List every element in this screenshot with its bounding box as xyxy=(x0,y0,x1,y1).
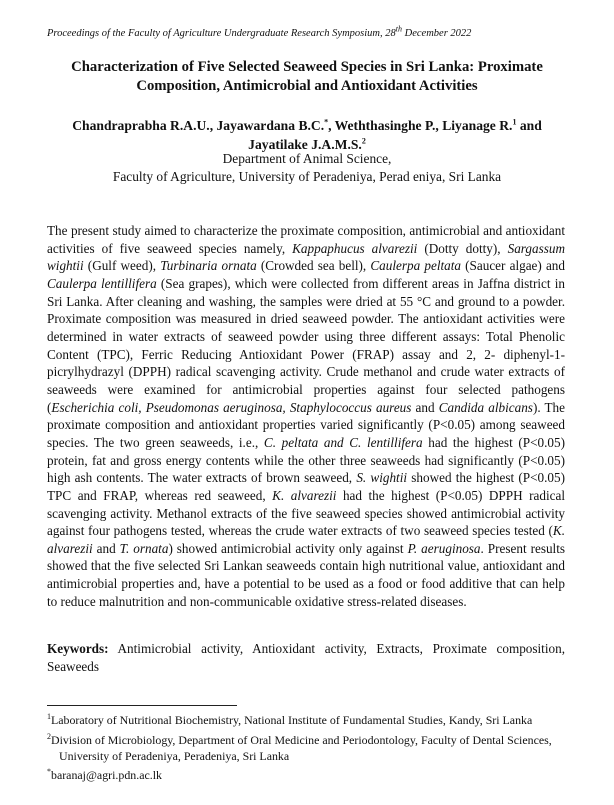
species-name: Turbinaria ornata xyxy=(160,258,257,274)
author-mark: 1 xyxy=(512,117,517,127)
affiliation-department: Department of Animal Science, xyxy=(222,151,392,166)
abstract-body xyxy=(47,222,565,610)
species-name: Sargassum wightii xyxy=(47,240,565,274)
footnote-email xyxy=(47,768,567,784)
abstract-text: (Gulf weed), xyxy=(83,258,161,274)
abstract-text: showed the highest (P<0.05) TPC and FRAP, whereas red seaweed, xyxy=(47,470,565,503)
title-line-2: Composition, Antimicrobial and Antioxidant Activities xyxy=(136,78,478,94)
footnote-text: Laboratory of Nutritional Biochemistry, National Institute of Fundamental Studies, Kandy, Sri Lanka xyxy=(51,713,533,727)
abstract-text: (Dotty dotty), xyxy=(417,240,508,256)
abstract-text: had the highest (P<0.05) protein, fat and gross energy contents while the other three seaweeds had significantly (P<0.05) high ash contents. The water extracts of brown seaweed, xyxy=(47,434,565,486)
abstract-text: (Sea grapes), which were collected from different areas in Jaffna district in Sri Lanka. After cleaning and washing, the samples were dried at 55 °C and ground to a powder. Proximate composition was measured in dried seaweed powder. The antioxidant activities were determined in water extracts of seaweed powder using three different assays: Total Phenolic Content (TPC), Ferric Reducing Antioxidant Power (FRAP) assay and 2, 2- diphenyl-1-picrylhydrazyl (DPPH) radical scavenging activity. Crude methanol and crude water extracts of seaweeds were examined for antimicrobial properties against four selected pathogens ( xyxy=(47,275,565,415)
abstract-text: ) showed antimicrobial activity only against xyxy=(168,540,408,556)
footnote-mark: 2 xyxy=(47,731,51,741)
footnote-text: Division of Microbiology, Department of Oral Medicine and Periodontology, Faculty of Dental Sciences, University of Peradeniya, Peradeniya, Sri Lanka xyxy=(51,732,552,763)
species-name: K. alvarezii xyxy=(272,487,337,503)
abstract-text: had the highest (P<0.05) DPPH radical scavenging activity. Methanol extracts of the five seaweed species showed antimicrobial activity against four pathogens tested, whereas the crude water extracts of two seaweed species tested ( xyxy=(47,487,566,539)
species-name: S. wightii xyxy=(356,470,408,486)
abstract-text: (Saucer algae) and xyxy=(461,258,565,274)
keywords-list: Antimicrobial activity, Antioxidant activity, Extracts, Proximate composition, Seaweeds xyxy=(47,641,565,674)
author-mark: * xyxy=(324,117,329,127)
author-text: Jayatilake J.A.M.S. xyxy=(248,137,362,152)
pathogen-name: P. aeruginosa xyxy=(407,540,481,556)
abstract-text: The present study aimed to characterize the proximate composition, antimicrobial and antioxidant activities of five seaweed species namely, xyxy=(47,223,565,256)
author-list xyxy=(47,116,567,154)
footnote-mark: 1 xyxy=(47,712,51,722)
author-text: and xyxy=(516,118,542,133)
species-name: Caulerpa peltata xyxy=(370,258,461,274)
title-line-1: Characterization of Five Selected Seaweed Species in Sri Lanka: Proximate xyxy=(71,59,543,75)
footnotes xyxy=(47,713,567,788)
proceedings-text: Proceedings of the Faculty of Agriculture Undergraduate Research Symposium, 28 xyxy=(47,28,396,39)
proceedings-date-sup: th xyxy=(395,24,403,34)
proceedings-header xyxy=(47,24,587,40)
species-name: T. ornata xyxy=(119,540,169,556)
proceedings-date-tail: December 2022 xyxy=(402,28,472,39)
pathogen-names: Escherichia coli, Pseudomonas aeruginosa, Staphylococcus aureus xyxy=(51,399,412,415)
pathogen-name: Candida albicans xyxy=(438,399,533,415)
footnote-2 xyxy=(47,733,567,765)
footnote-divider xyxy=(47,705,237,706)
abstract-text: and xyxy=(411,399,439,415)
species-name: C. peltata and C. lentillifera xyxy=(263,434,423,450)
affiliation xyxy=(47,150,567,186)
abstract-text: ). The proximate composition and antioxidant properties varied significantly (P<0.05) among seaweed species. The two green seaweeds, i.e., xyxy=(47,399,566,450)
abstract-text: . Present results showed that the five selected Sri Lankan seaweeds contain high nutritional value, antioxidant and antimicrobial properties and, have a potential to be used as a food or food additive that can help to reduce malnutrition and non-communicable oxidative stress-related diseases. xyxy=(47,540,566,609)
abstract-text: and xyxy=(92,540,120,556)
author-line-1 xyxy=(47,116,567,135)
affiliation-faculty: Faculty of Agriculture, University of Peradeniya, Perad eniya, Sri Lanka xyxy=(112,169,502,184)
keywords-label: Keywords: xyxy=(47,641,109,656)
species-name: K. alvarezii xyxy=(47,523,565,556)
footnote-1 xyxy=(47,713,567,729)
species-name: Kappaphucus alvarezii xyxy=(292,240,418,256)
footnote-mark: * xyxy=(47,767,51,777)
author-text: , Weththasinghe P., Liyanage R. xyxy=(328,118,513,133)
author-text: Chandraprabha R.A.U., Jayawardana B.C. xyxy=(72,118,325,133)
abstract-text: (Crowded sea bell), xyxy=(256,258,371,274)
keywords xyxy=(47,640,565,676)
species-name: Caulerpa lentillifera xyxy=(47,275,157,291)
paper-title xyxy=(40,58,574,96)
corresponding-email[interactable]: baranaj@agri.pdn.ac.lk xyxy=(51,768,162,783)
author-mark: 2 xyxy=(361,136,366,146)
